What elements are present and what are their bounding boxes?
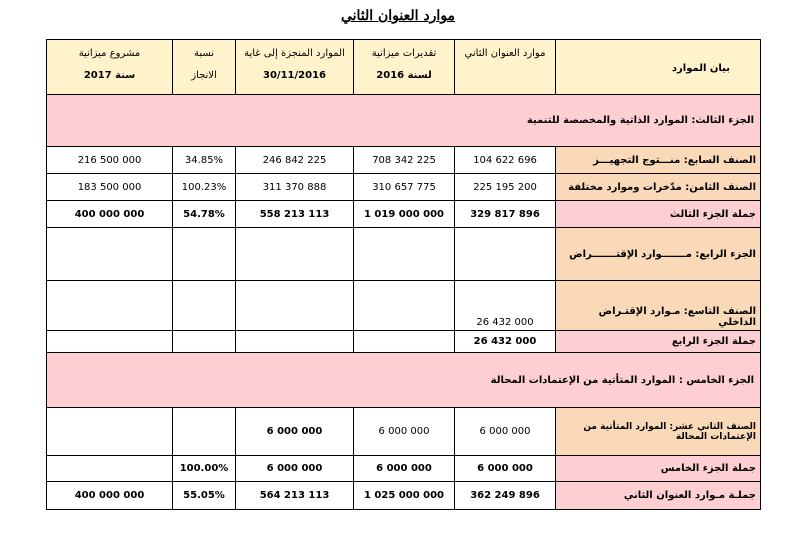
page-title: موارد العنوان الثاني: [340, 8, 456, 24]
header-estimates: تقديرات ميزانية لسنة 2016: [354, 40, 455, 95]
header-project-2017: مشروع ميزانية سنة 2017: [47, 40, 173, 95]
header-row: [47, 40, 761, 95]
header-title2-resources: موارد العنوان الثاني: [455, 40, 556, 95]
header-achieved: الموارد المنجزة إلى غاية 30/11/2016: [236, 40, 354, 95]
total-row-part4: 26 432 000 جملة الجزء الرابع: [47, 331, 761, 353]
section-row-part3: الجزء الثالث: الموارد الذاتية والمخصصة للتنمية: [47, 95, 761, 147]
table-row: 216 500 000 34.85% 246 842 225 708 342 225 104 622 696 الصنف السابع: منـــتوج التجهيـــز: [47, 147, 761, 174]
table-row: 183 500 000 100.23% 311 370 888 310 657 775 225 195 200 الصنف الثامن: مدّخرات وموارد مختلفة: [47, 174, 761, 201]
resources-table: [46, 39, 761, 510]
total-row-part3: 400 000 000 54.78% 558 213 113 1 019 000 000 329 817 896 جملة الجزء الثالث: [47, 201, 761, 228]
header-label: بيان الموارد: [556, 40, 761, 95]
header-rate: نسبة الانجاز: [173, 40, 236, 95]
table-row: 6 000 000 6 000 000 6 000 000 الصنف الثاني عشر: الموارد المتأتية من الإعتمادات المحالة: [47, 408, 761, 456]
section-row-part4: الجزء الرابع: مـــــــوارد الإقتـــــــراض: [47, 228, 761, 281]
total-row-part5: 100.00% 6 000 000 6 000 000 6 000 000 جملة الجزء الخامس: [47, 456, 761, 482]
grand-total-row: 400 000 000 55.05% 564 213 113 1 025 000 000 362 249 896 جملـة مـوارد العنوان الثاني: [47, 482, 761, 510]
table-row: 26 432 000 الصنف التاسع: مـوارد الإقتـراض الداخلي: [47, 281, 761, 331]
section-row-part5: الجزء الخامس : الموارد المتأتية من الإعتمادات المحالة: [47, 353, 761, 408]
